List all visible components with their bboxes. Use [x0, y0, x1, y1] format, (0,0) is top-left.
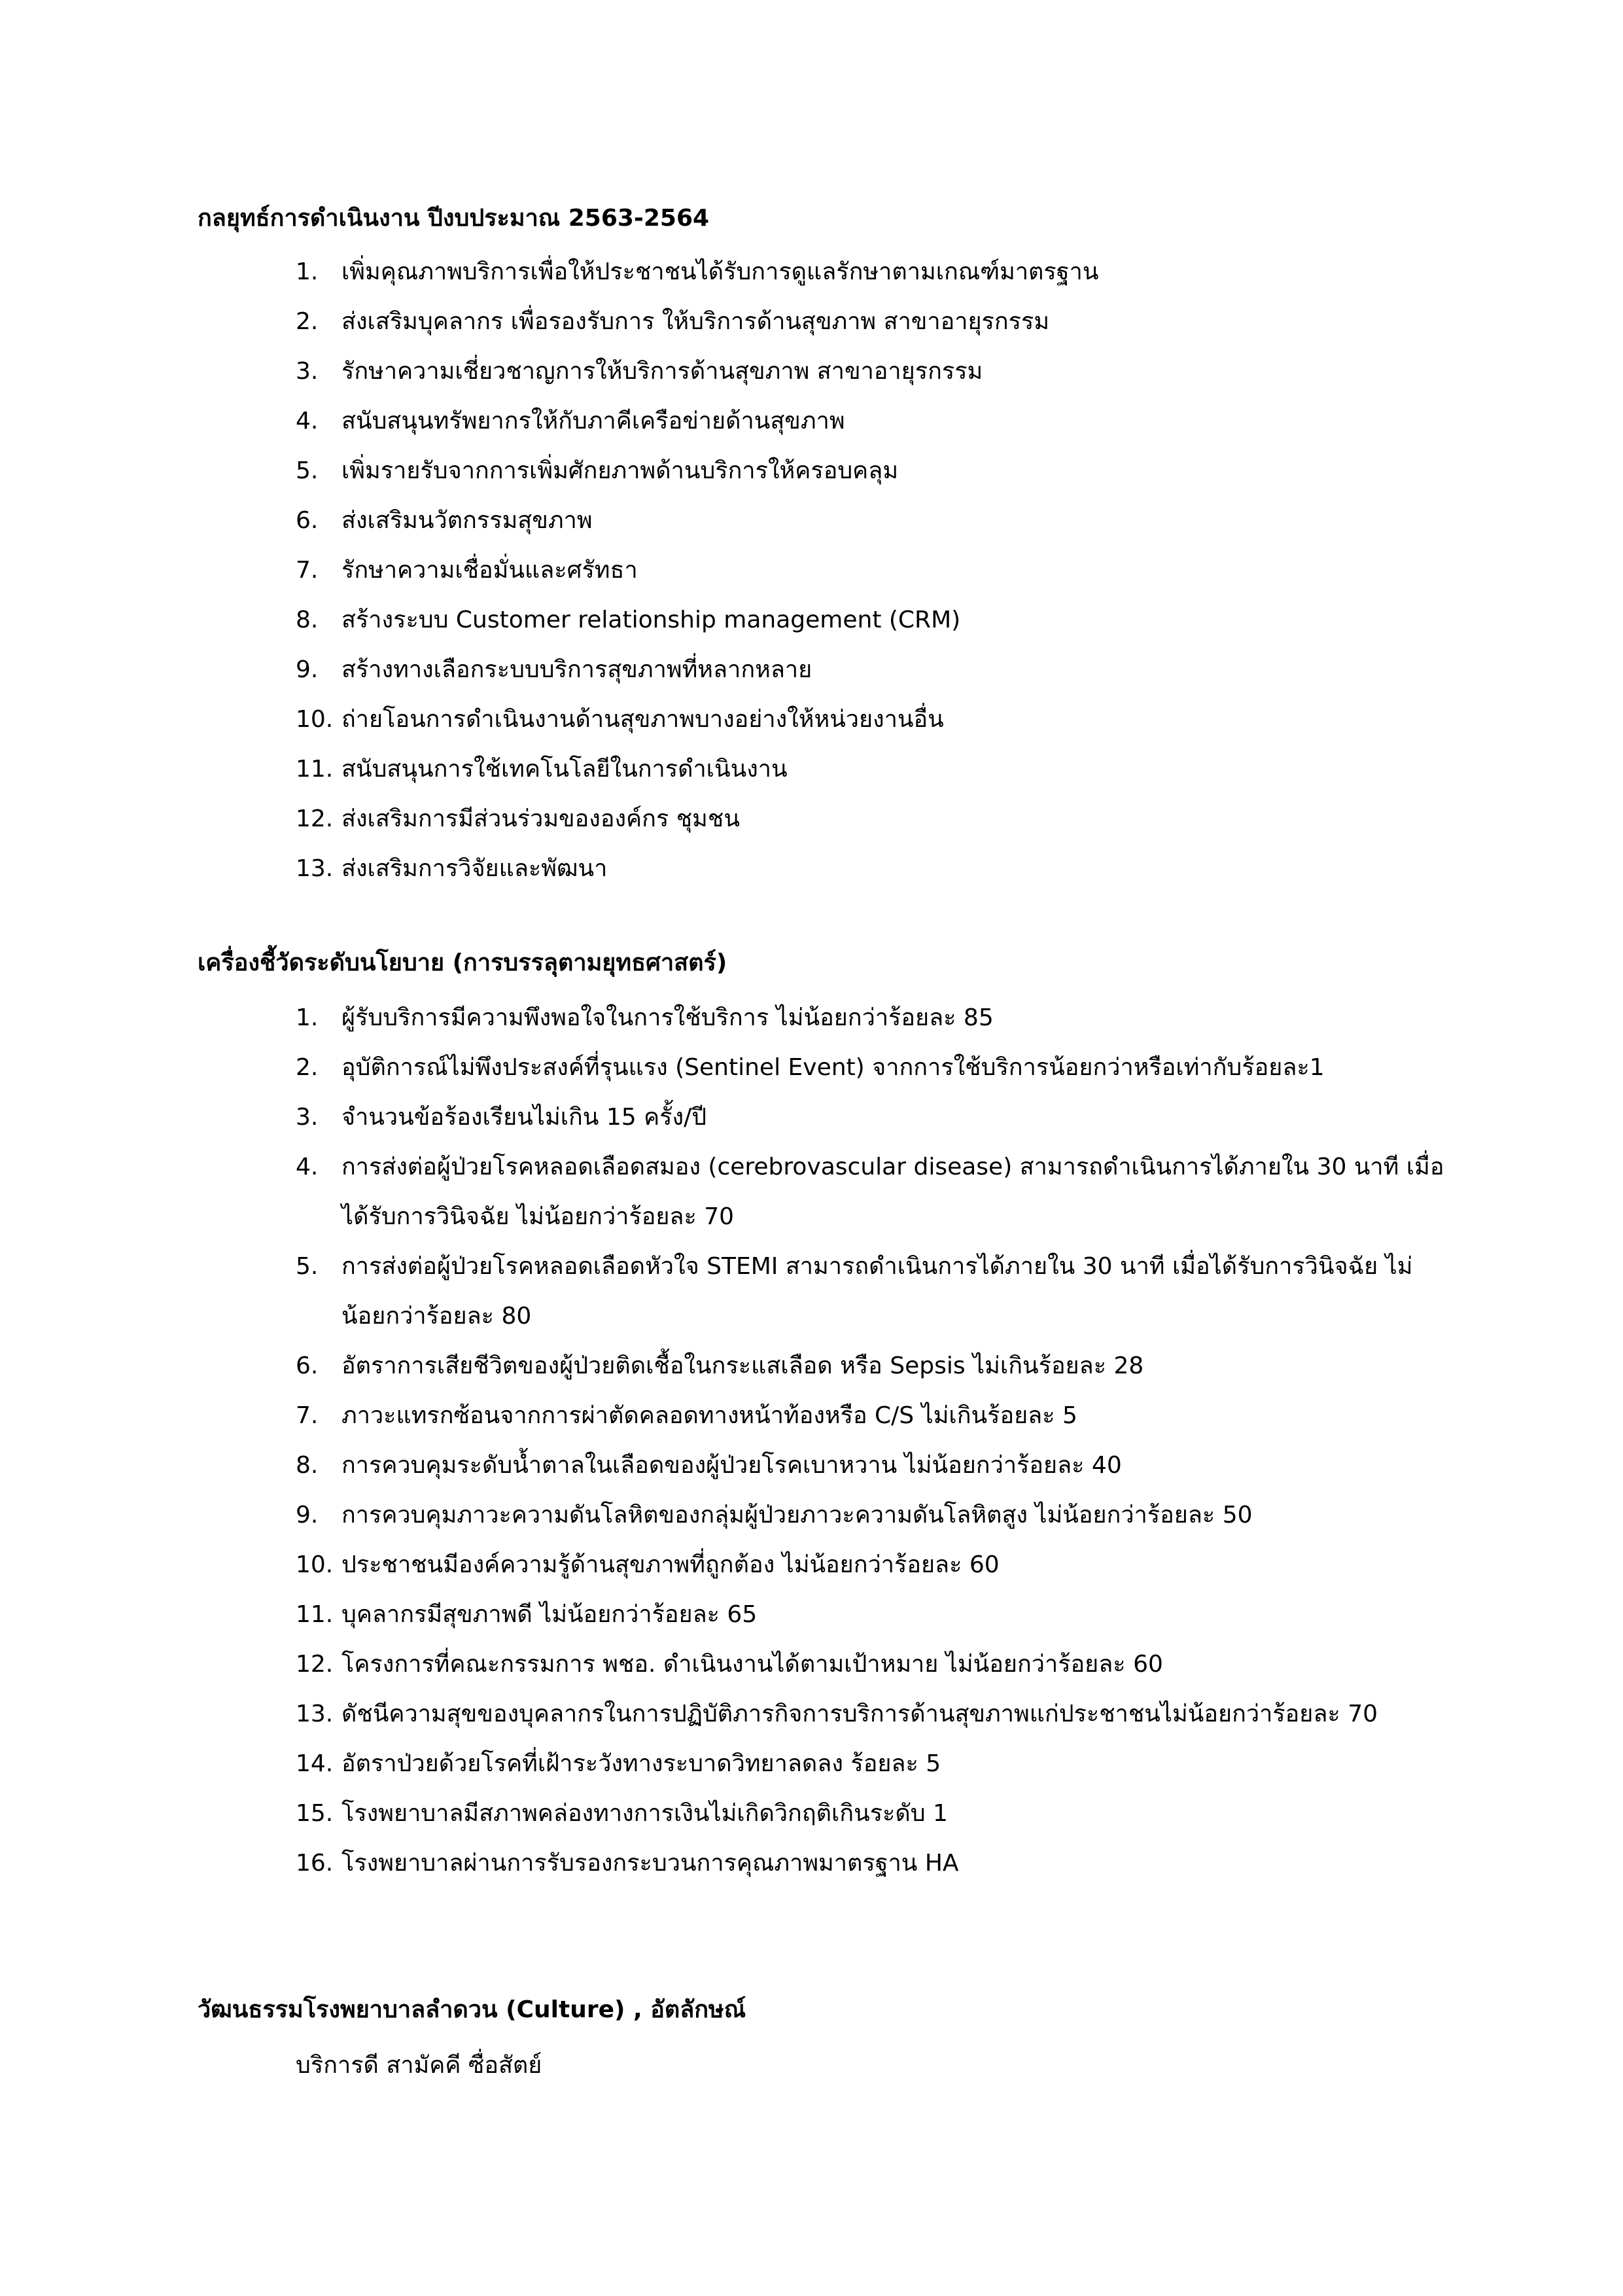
strategy-heading: กลยุทธ์การดำเนินงาน ปีงบประมาณ 2563-2564	[198, 205, 710, 232]
item-text: อุบัติการณ์ไม่พึงประสงค์ที่รุนแรง (Sentinel Event) จากการใช้บริการน้อยกว่าหรือเท่ากับร้อยละ1	[341, 1054, 1325, 1081]
item-number: 7.	[296, 557, 319, 584]
item-number: 1.	[296, 1004, 319, 1031]
item-text: เพิ่มคุณภาพบริการเพื่อให้ประชาชนได้รับการดูแลรักษาตามเกณฑ์มาตรฐาน	[341, 258, 1099, 285]
item-number: 1.	[296, 258, 319, 285]
item-text: ประชาชนมีองค์ความรู้ด้านสุขภาพที่ถูกต้อง ไม่น้อยกว่าร้อยละ 60	[341, 1551, 1000, 1578]
item-number: 9.	[296, 1502, 319, 1528]
item-number: 6.	[296, 1352, 319, 1379]
item-text: เพิ่มรายรับจากการเพิ่มศักยภาพด้านบริการให้ครอบคลุม	[341, 457, 899, 484]
item-text: สร้างทางเลือกระบบบริการสุขภาพที่หลากหลาย	[341, 656, 812, 683]
item-number: 8.	[296, 607, 319, 633]
item-number: 4.	[296, 1154, 319, 1180]
item-text: สนับสนุนการใช้เทคโนโลยีในการดำเนินงาน	[341, 756, 788, 783]
item-number: 5.	[296, 1253, 319, 1280]
item-text: ผู้รับบริการมีความพึงพอใจในการใช้บริการ ไม่น้อยกว่าร้อยละ 85	[341, 1004, 994, 1031]
culture-values: บริการดี สามัคคี ซื่อสัตย์	[296, 2052, 542, 2079]
item-text: อัตราการเสียชีวิตของผู้ป่วยติดเชื้อในกระแสเลือด หรือ Sepsis ไม่เกินร้อยละ 28	[341, 1352, 1144, 1379]
item-text: ภาวะแทรกซ้อนจากการผ่าตัดคลอดทางหน้าท้องหรือ C/S ไม่เกินร้อยละ 5	[341, 1402, 1077, 1429]
item-text: รักษาความเชื่อมั่นและศรัทธา	[341, 557, 638, 584]
item-number: 16.	[296, 1850, 334, 1877]
item-number: 2.	[296, 308, 319, 335]
item-number: 5.	[296, 457, 319, 484]
item-number: 7.	[296, 1402, 319, 1429]
item-number: 8.	[296, 1452, 319, 1479]
indicators-heading: เครื่องชี้วัดระดับนโยบาย (การบรรลุตามยุทธศาสตร์)	[198, 949, 727, 976]
item-text: จำนวนข้อร้องเรียนไม่เกิน 15 ครั้ง/ปี	[341, 1104, 707, 1131]
item-number: 14.	[296, 1750, 334, 1777]
item-number: 11.	[296, 1601, 334, 1628]
item-text: ถ่ายโอนการดำเนินงานด้านสุขภาพบางอย่างให้หน่วยงานอื่น	[341, 706, 944, 733]
item-text: การส่งต่อผู้ป่วยโรคหลอดเลือดหัวใจ STEMI สามารถดำเนินการได้ภายใน 30 นาที เมื่อได้รับการวินิจฉัย ไม่น้อยกว่าร้อยละ 80	[341, 1253, 1413, 1330]
item-number: 11.	[296, 756, 334, 783]
item-text: โรงพยาบาลมีสภาพคล่องทางการเงินไม่เกิดวิกฤติเกินระดับ 1	[341, 1800, 948, 1827]
item-text: ดัชนีความสุขของบุคลากรในการปฏิบัติภารกิจการบริการด้านสุขภาพแก่ประชาชนไม่น้อยกว่าร้อยละ 70	[341, 1701, 1378, 1727]
item-text: การควบคุมระดับน้ำตาลในเลือดของผู้ป่วยโรคเบาหวาน ไม่น้อยกว่าร้อยละ 40	[341, 1452, 1122, 1479]
item-text: การควบคุมภาวะความดันโลหิตของกลุ่มผู้ป่วยภาวะความดันโลหิตสูง ไม่น้อยกว่าร้อยละ 50	[341, 1502, 1253, 1528]
item-text: สนับสนุนทรัพยากรให้กับภาคีเครือข่ายด้านสุขภาพ	[341, 408, 845, 434]
item-text: อัตราป่วยด้วยโรคที่เฝ้าระวังทางระบาดวิทยาลดลง ร้อยละ 5	[341, 1750, 941, 1777]
item-text: ส่งเสริมการมีส่วนร่วมขององค์กร ชุมชน	[341, 805, 740, 832]
item-text: บุคลากรมีสุขภาพดี ไม่น้อยกว่าร้อยละ 65	[341, 1601, 758, 1628]
item-number: 2.	[296, 1054, 319, 1081]
culture-heading: วัฒนธรรมโรงพยาบาลลำดวน (Culture) , อัตลักษณ์	[198, 1996, 746, 2023]
item-number: 9.	[296, 656, 319, 683]
item-text: ส่งเสริมนวัตกรรมสุขภาพ	[341, 507, 593, 534]
item-text: รักษาความเชี่ยวชาญการให้บริการด้านสุขภาพ สาขาอายุรกรรม	[341, 358, 983, 385]
item-text: การส่งต่อผู้ป่วยโรคหลอดเลือดสมอง (cerebrovascular disease) สามารถดำเนินการได้ภายใน 30 นาที เมื่อได้รับการวินิจฉัย ไม่น้อยกว่าร้อยละ 70	[341, 1154, 1444, 1230]
item-number: 6.	[296, 507, 319, 534]
item-text: ส่งเสริมบุคลากร เพื่อรองรับการ ให้บริการด้านสุขภาพ สาขาอายุรกรรม	[341, 308, 1050, 335]
item-text: ส่งเสริมการวิจัยและพัฒนา	[341, 855, 608, 882]
item-number: 13.	[296, 855, 334, 882]
item-number: 3.	[296, 1104, 319, 1131]
item-number: 10.	[296, 706, 334, 733]
item-number: 12.	[296, 1651, 334, 1678]
item-text: โครงการที่คณะกรรมการ พชอ. ดำเนินงานได้ตามเป้าหมาย ไม่น้อยกว่าร้อยละ 60	[341, 1651, 1163, 1678]
item-number: 15.	[296, 1800, 334, 1827]
item-number: 10.	[296, 1551, 334, 1578]
item-number: 4.	[296, 408, 319, 434]
item-number: 13.	[296, 1701, 334, 1727]
item-text: โรงพยาบาลผ่านการรับรองกระบวนการคุณภาพมาตรฐาน HA	[341, 1850, 959, 1877]
item-number: 3.	[296, 358, 319, 385]
item-number: 12.	[296, 805, 334, 832]
item-text: สร้างระบบ Customer relationship management (CRM)	[341, 607, 961, 633]
